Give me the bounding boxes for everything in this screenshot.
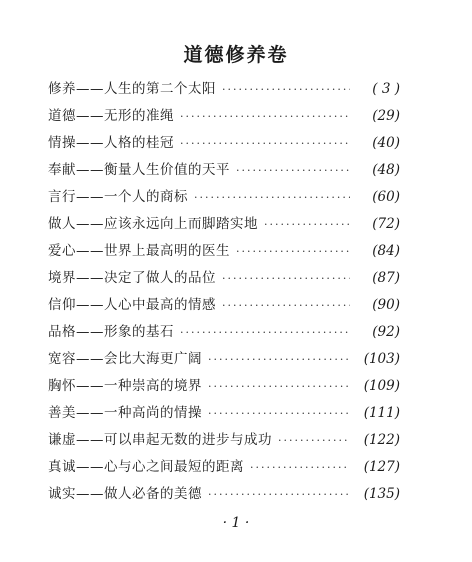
toc-entry-title: 谦虚——可以串起无数的进步与成功 [48,432,272,448]
toc-entry[interactable] [48,238,400,265]
toc-entry-page: (122) [363,432,400,448]
toc-entry-page: (127) [363,459,400,475]
toc-entry-title: 修养——人生的第二个太阳 [48,81,216,97]
toc-entry[interactable] [48,157,400,184]
toc-entry-title: 信仰——人心中最高的情感 [48,297,216,313]
dot-leader [236,238,350,265]
toc-entry-title: 道德——无形的准绳 [48,108,174,124]
toc-entry-title: 爱心——世界上最高明的医生 [48,243,230,259]
dot-leader [194,184,350,211]
toc-entry-title: 境界——决定了做人的品位 [48,270,216,286]
toc-entry-title: 诚实——做人必备的美德 [48,486,202,502]
toc-entry-title: 品格——形象的基石 [48,324,174,340]
toc-entry-title: 做人——应该永远向上而脚踏实地 [48,216,258,232]
dot-leader [180,319,350,346]
table-of-contents [48,76,400,508]
toc-entry-title: 胸怀——一种崇高的境界 [48,378,202,394]
toc-entry-page: (72) [372,216,400,232]
dot-leader [222,292,350,319]
toc-entry-title: 善美——一种高尚的情操 [48,405,202,421]
dot-leader [180,130,350,157]
dot-leader [278,427,350,454]
dot-leader [208,373,350,400]
toc-entry-title: 情操——人格的桂冠 [48,135,174,151]
toc-entry-page: (135) [363,486,400,502]
toc-entry[interactable] [48,211,400,238]
toc-entry[interactable] [48,76,400,103]
dot-leader [208,346,350,373]
dot-leader [236,157,350,184]
toc-entry[interactable] [48,373,400,400]
toc-entry-page: (92) [372,324,400,340]
page-title: 道德修养卷 [183,44,289,66]
toc-entry[interactable] [48,184,400,211]
toc-entry[interactable] [48,292,400,319]
toc-entry-page: (60) [372,189,400,205]
toc-entry-page: (90) [372,297,400,313]
toc-entry[interactable] [48,130,400,157]
dot-leader [250,454,350,481]
page-number: · 1 · [222,515,250,531]
toc-entry-page: (103) [363,351,400,367]
dot-leader [208,400,350,427]
dot-leader [222,265,350,292]
toc-entry-page: (84) [372,243,400,259]
dot-leader [264,211,350,238]
dot-leader [180,103,350,130]
toc-entry[interactable] [48,427,400,454]
toc-entry-page: (48) [372,162,400,178]
toc-entry[interactable] [48,103,400,130]
toc-entry-page: (87) [372,270,400,286]
toc-entry[interactable] [48,454,400,481]
toc-entry-title: 宽容——会比大海更广阔 [48,351,202,367]
toc-entry[interactable] [48,400,400,427]
toc-entry-page: (109) [363,378,400,394]
toc-entry[interactable] [48,346,400,373]
toc-entry[interactable] [48,265,400,292]
toc-entry-title: 奉献——衡量人生价值的天平 [48,162,230,178]
toc-entry-page: ( 3 ) [372,81,400,97]
toc-entry-page: (29) [372,108,400,124]
toc-entry[interactable] [48,319,400,346]
dot-leader [208,481,350,508]
toc-entry-page: (111) [363,405,400,421]
toc-entry-title: 言行——一个人的商标 [48,189,188,205]
toc-entry[interactable] [48,481,400,508]
toc-entry-title: 真诚——心与心之间最短的距离 [48,459,244,475]
toc-entry-page: (40) [372,135,400,151]
dot-leader [222,76,350,103]
